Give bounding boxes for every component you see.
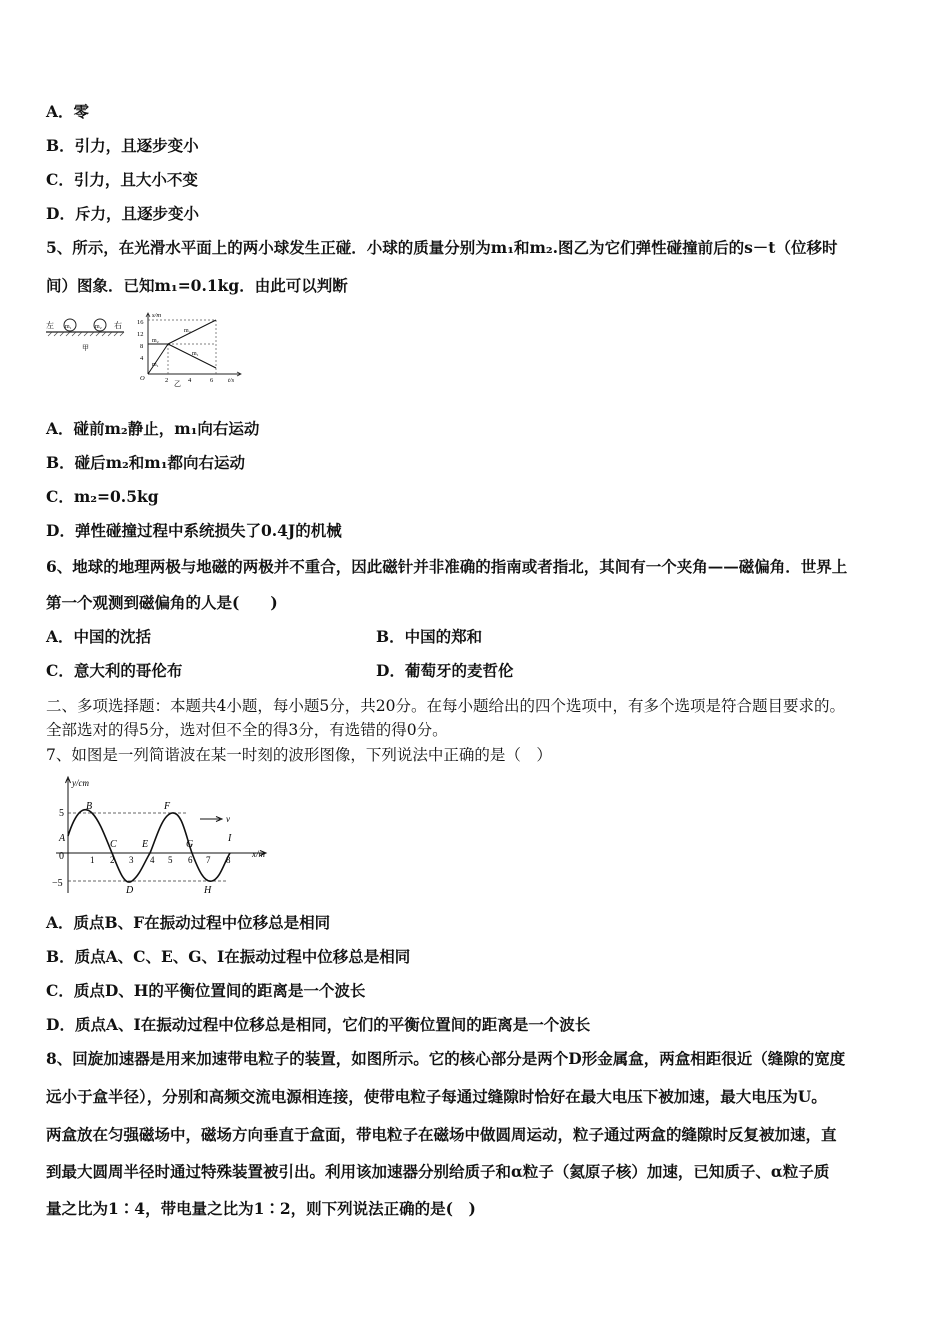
wave-y-label: y/cm [72, 778, 89, 788]
st-xtick-4: 4 [188, 377, 192, 384]
wave-point-e: E [142, 839, 149, 850]
wave-curve [68, 810, 230, 882]
wave-point-f: F [164, 801, 171, 812]
q7-option-c: C．质点D、H的平衡位置间的距离是一个波长 [46, 981, 366, 1000]
st-xtick-2: 2 [165, 377, 169, 384]
q8-stem-line3: 两盒放在匀强磁场中，磁场方向垂直于盒面，带电粒子在磁场中做圆周运动，粒子通过两盒的缝隙时反复被加速，直 [46, 1125, 837, 1144]
q4-option-d: D．斥力，且逐步变小 [46, 204, 199, 223]
section2-line2: 全部选对的得5分，选对但不全的得3分，有选错的得0分。 [46, 721, 448, 739]
wave-point-i: I [228, 833, 232, 844]
st-x-label: t/s [228, 377, 235, 384]
q6-stem-line2: 第一个观测到磁偏角的人是( ) [46, 593, 278, 612]
q5-figure [44, 310, 264, 388]
q5-label-left: 左 [46, 321, 54, 330]
q7-stem: 7、如图是一列简谐波在某一时刻的波形图像，下列说法中正确的是（ ） [46, 746, 552, 764]
wave-xtick-6: 6 [188, 855, 193, 865]
q7-wave-figure [46, 775, 276, 897]
q5-option-d: D．弹性碰撞过程中系统损失了0.4J的机械 [46, 521, 342, 540]
st-ytick-8: 8 [140, 343, 144, 350]
wave-point-b: B [86, 801, 93, 812]
q5-label-right: 右 [114, 321, 122, 330]
st-label-m2-before: m₂ [152, 338, 159, 344]
q5-option-c: C．m₂=0.5kg [46, 487, 159, 506]
wave-xtick-3: 3 [129, 855, 134, 865]
q5-ball-m1-label: m₁ [65, 324, 72, 330]
st-origin: O [140, 375, 145, 382]
q8-stem-line2: 远小于盒半径），分别和高频交流电源相连接，使带电粒子每通过缝隙时恰好在最大电压下被加速，最大电压为U。 [46, 1087, 827, 1106]
wave-ytick-neg: −5 [52, 878, 63, 889]
wave-point-a: A [59, 833, 66, 844]
q5-figure-yi [137, 312, 241, 388]
q7-option-b: B．质点A、C、E、G、I在振动过程中位移总是相同 [46, 947, 411, 966]
wave-xtick-5: 5 [168, 855, 173, 865]
q4-option-a: A．零 [46, 102, 90, 121]
st-ytick-4: 4 [140, 355, 144, 362]
wave-xtick-1: 1 [90, 855, 95, 865]
q5-label-yi: 乙 [174, 380, 181, 388]
q6-option-b: B．中国的郑和 [376, 627, 483, 646]
q5-stem-line2: 间）图象．已知m₁=0.1kg．由此可以判断 [46, 276, 348, 295]
wave-point-c: C [110, 839, 117, 850]
wave-ytick-pos: 5 [59, 808, 64, 819]
st-ytick-16: 16 [137, 319, 144, 326]
q5-ball-m2-label: m₂ [95, 324, 102, 330]
wave-xtick-7: 7 [206, 855, 211, 865]
q6-option-a: A．中国的沈括 [46, 627, 152, 646]
line-m2-after [168, 320, 216, 344]
section2-line1: 二、多项选择题：本题共4小题，每小题5分，共20分。在每小题给出的四个选项中，有多个选项是符合题目要求的。 [46, 697, 845, 715]
st-label-m1-after: m₁ [192, 351, 199, 357]
wave-point-d: D [126, 885, 134, 896]
wave-origin: 0 [59, 851, 64, 862]
q7-option-d: D．质点A、I在振动过程中位移总是相同，它们的平衡位置间的距离是一个波长 [46, 1015, 591, 1034]
wave-x-label: x/m [252, 849, 265, 859]
q5-option-a: A．碰前m₂静止，m₁向右运动 [46, 419, 260, 438]
line-m1-before [148, 344, 168, 374]
q5-stem-line1: 5、所示，在光滑水平面上的两小球发生正碰．小球的质量分别为m₁和m₂.图乙为它们弹性碰撞前后的s－t（位移时 [46, 238, 838, 257]
wave-point-h: H [204, 885, 212, 896]
q5-label-jia: 甲 [82, 344, 89, 352]
wave-xtick-4: 4 [150, 855, 155, 865]
wave-xtick-8: 8 [226, 855, 231, 865]
q8-stem-line1: 8、回旋加速器是用来加速带电粒子的装置，如图所示。它的核心部分是两个D形金属盒，两盒相距很近（缝隙的宽度 [46, 1049, 846, 1068]
q5-figure-jia [46, 319, 124, 352]
q6-option-d: D．葡萄牙的麦哲伦 [376, 661, 514, 680]
ground-hatch [48, 332, 124, 336]
q8-stem-line4: 到最大圆周半径时通过特殊装置被引出。利用该加速器分别给质子和α粒子（氦原子核）加速，已知质子、α粒子质 [46, 1162, 830, 1181]
st-xtick-6: 6 [210, 377, 214, 384]
q5-option-b: B．碰后m₂和m₁都向右运动 [46, 453, 245, 472]
q4-option-b: B．引力，且逐步变小 [46, 136, 199, 155]
st-label-m2-after: m₂ [184, 328, 191, 334]
v-label: v [226, 814, 230, 824]
st-ytick-12: 12 [137, 331, 144, 338]
q4-option-c: C．引力，且大小不变 [46, 170, 198, 189]
q6-stem-line1: 6、地球的地理两极与地磁的两极并不重合，因此磁针并非准确的指南或者指北，其间有一个夹角——磁偏角．世界上 [46, 557, 848, 576]
wave-xtick-2: 2 [110, 855, 115, 865]
st-label-m1-before: m₁ [152, 362, 159, 368]
st-y-label: s/m [152, 312, 162, 319]
q7-option-a: A．质点B、F在振动过程中位移总是相同 [46, 913, 331, 932]
q6-option-c: C．意大利的哥伦布 [46, 661, 183, 680]
wave-point-g: G [186, 839, 194, 850]
q8-stem-line5: 量之比为1∶4，带电量之比为1∶2，则下列说法正确的是( ) [46, 1199, 476, 1218]
